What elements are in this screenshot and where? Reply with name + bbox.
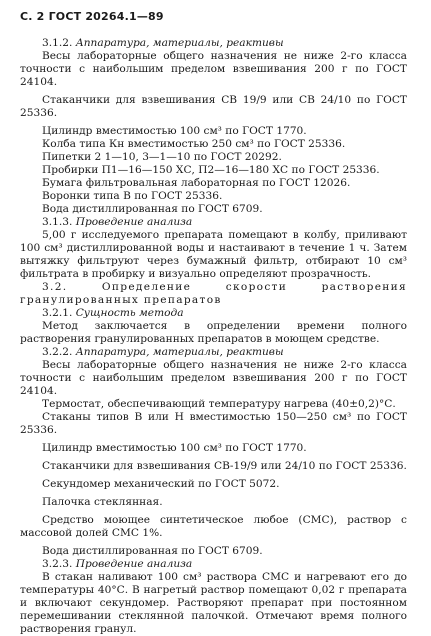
- paragraph-text-run: Аппаратура, материалы, реактивы: [75, 346, 284, 358]
- paragraph-text-run: 3.2.3.: [42, 558, 76, 570]
- paragraph-text-run: Весы лабораторные общего назначения не ниже 2-го класса точности с наибольшим пределом взвешивания 200 г по ГОСТ 24104.: [20, 359, 407, 397]
- paragraph-text-run: 3.2. Определение скорости растворения гранулированных препаратов: [20, 281, 407, 306]
- paragraph-text-run: Термостат, обеспечивающий температуру нагрева (40±0,2)°С.: [42, 398, 396, 410]
- paragraph-p21: [20, 460, 407, 473]
- paragraph-text-run: 3.1.2.: [42, 37, 76, 49]
- paragraph-text-run: Аппаратура, материалы, реактивы: [75, 37, 284, 49]
- paragraph-p10: [20, 203, 407, 216]
- paragraph-text-run: 3.1.3.: [42, 216, 76, 228]
- paragraph-text-run: Проведение анализа: [75, 558, 193, 570]
- paragraph-text-run: Цилиндр вместимостью 100 см³ по ГОСТ 1770.: [42, 442, 307, 454]
- paragraph-text-run: Колба типа Кн вместимостью 250 см³ по ГОСТ 25336.: [42, 138, 346, 150]
- paragraph-p26: [20, 558, 407, 571]
- paragraph-p14: [20, 307, 407, 320]
- paragraph-text-run: Секундомер механический по ГОСТ 5072.: [42, 478, 280, 490]
- paragraph-p12: [20, 229, 407, 281]
- paragraph-p18: [20, 398, 407, 411]
- paragraph-p22: [20, 478, 407, 491]
- paragraph-p13: [20, 281, 407, 307]
- paragraph-text-run: Бумага фильтровальная лабораторная по ГОСТ 12026.: [42, 177, 351, 189]
- paragraph-p27: [20, 571, 407, 636]
- paragraph-text-run: 3.2.2.: [42, 346, 76, 358]
- paragraph-text-run: Средство моющее синтетическое любое (СМС), раствор с массовой долей СМС 1%.: [20, 514, 407, 539]
- paragraph-p07: [20, 164, 407, 177]
- paragraph-p01: [20, 37, 407, 50]
- paragraph-text-run: Вода дистиллированная по ГОСТ 6709.: [42, 203, 263, 215]
- paragraph-p11: [20, 216, 407, 229]
- paragraph-p08: [20, 177, 407, 190]
- paragraph-text-run: Метод заключается в определении времени полного растворения гранулированных препаратов в моющем средстве.: [20, 320, 407, 345]
- paragraph-text-run: Цилиндр вместимостью 100 см³ по ГОСТ 1770.: [42, 125, 307, 137]
- paragraph-p04: [20, 125, 407, 138]
- paragraph-p19: [20, 411, 407, 437]
- paragraph-p05: [20, 138, 407, 151]
- paragraph-text-run: Палочка стеклянная.: [42, 496, 163, 508]
- paragraph-p23: [20, 496, 407, 509]
- paragraph-p15: [20, 320, 407, 346]
- page-header: С. 2 ГОСТ 20264.1—89: [20, 10, 164, 23]
- paragraph-text-run: Вода дистиллированная по ГОСТ 6709.: [42, 545, 263, 557]
- paragraph-p09: [20, 190, 407, 203]
- paragraph-p06: [20, 151, 407, 164]
- paragraph-p20: [20, 442, 407, 455]
- paragraph-text-run: Весы лабораторные общего назначения не ниже 2-го класса точности с наибольшим пределом взвешивания 200 г по ГОСТ 24104.: [20, 50, 407, 88]
- document-body: [20, 37, 407, 636]
- paragraph-text-run: Стаканчики для взвешивания СВ 19/9 или СВ 24/10 по ГОСТ 25336.: [20, 94, 407, 119]
- paragraph-text-run: Сущность метода: [75, 307, 184, 319]
- paragraph-p16: [20, 346, 407, 359]
- paragraph-text-run: Стаканчики для взвешивания СВ-19/9 или 24/10 по ГОСТ 25336.: [42, 460, 407, 472]
- paragraph-text-run: Пробирки П1—16—150 ХС, П2—16—180 ХС по ГОСТ 25336.: [42, 164, 380, 176]
- paragraph-text-run: Пипетки 2 1—10, 3—1—10 по ГОСТ 20292.: [42, 151, 282, 163]
- paragraph-text-run: Проведение анализа: [75, 216, 193, 228]
- paragraph-p02: [20, 50, 407, 89]
- paragraph-text-run: 5,00 г исследуемого препарата помещают в колбу, приливают 100 см³ дистиллированной воды и настаивают в течение 1 ч. Затем вытяжку фильтруют через бумажный фильтр, отбирают 10 см³ фильтрата в пробирку и визуально определяют прозрачность.: [20, 229, 407, 280]
- paragraph-text-run: Воронки типа В по ГОСТ 25336.: [42, 190, 223, 202]
- paragraph-p03: [20, 94, 407, 120]
- paragraph-p25: [20, 545, 407, 558]
- paragraph-p24: [20, 514, 407, 540]
- paragraph-text-run: Стаканы типов В или Н вместимостью 150—250 см³ по ГОСТ 25336.: [20, 411, 407, 436]
- paragraph-text-run: 3.2.1.: [42, 307, 76, 319]
- paragraph-p17: [20, 359, 407, 398]
- paragraph-text-run: В стакан наливают 100 см³ раствора СМС и нагревают его до температуры 40°С. В нагретый раствор помещают 0,02 г препарата и включают секундомер. Растворяют препарат при постоянном перемешивании стеклянной палочкой. Отмечают время полного растворения гранул.: [20, 571, 407, 635]
